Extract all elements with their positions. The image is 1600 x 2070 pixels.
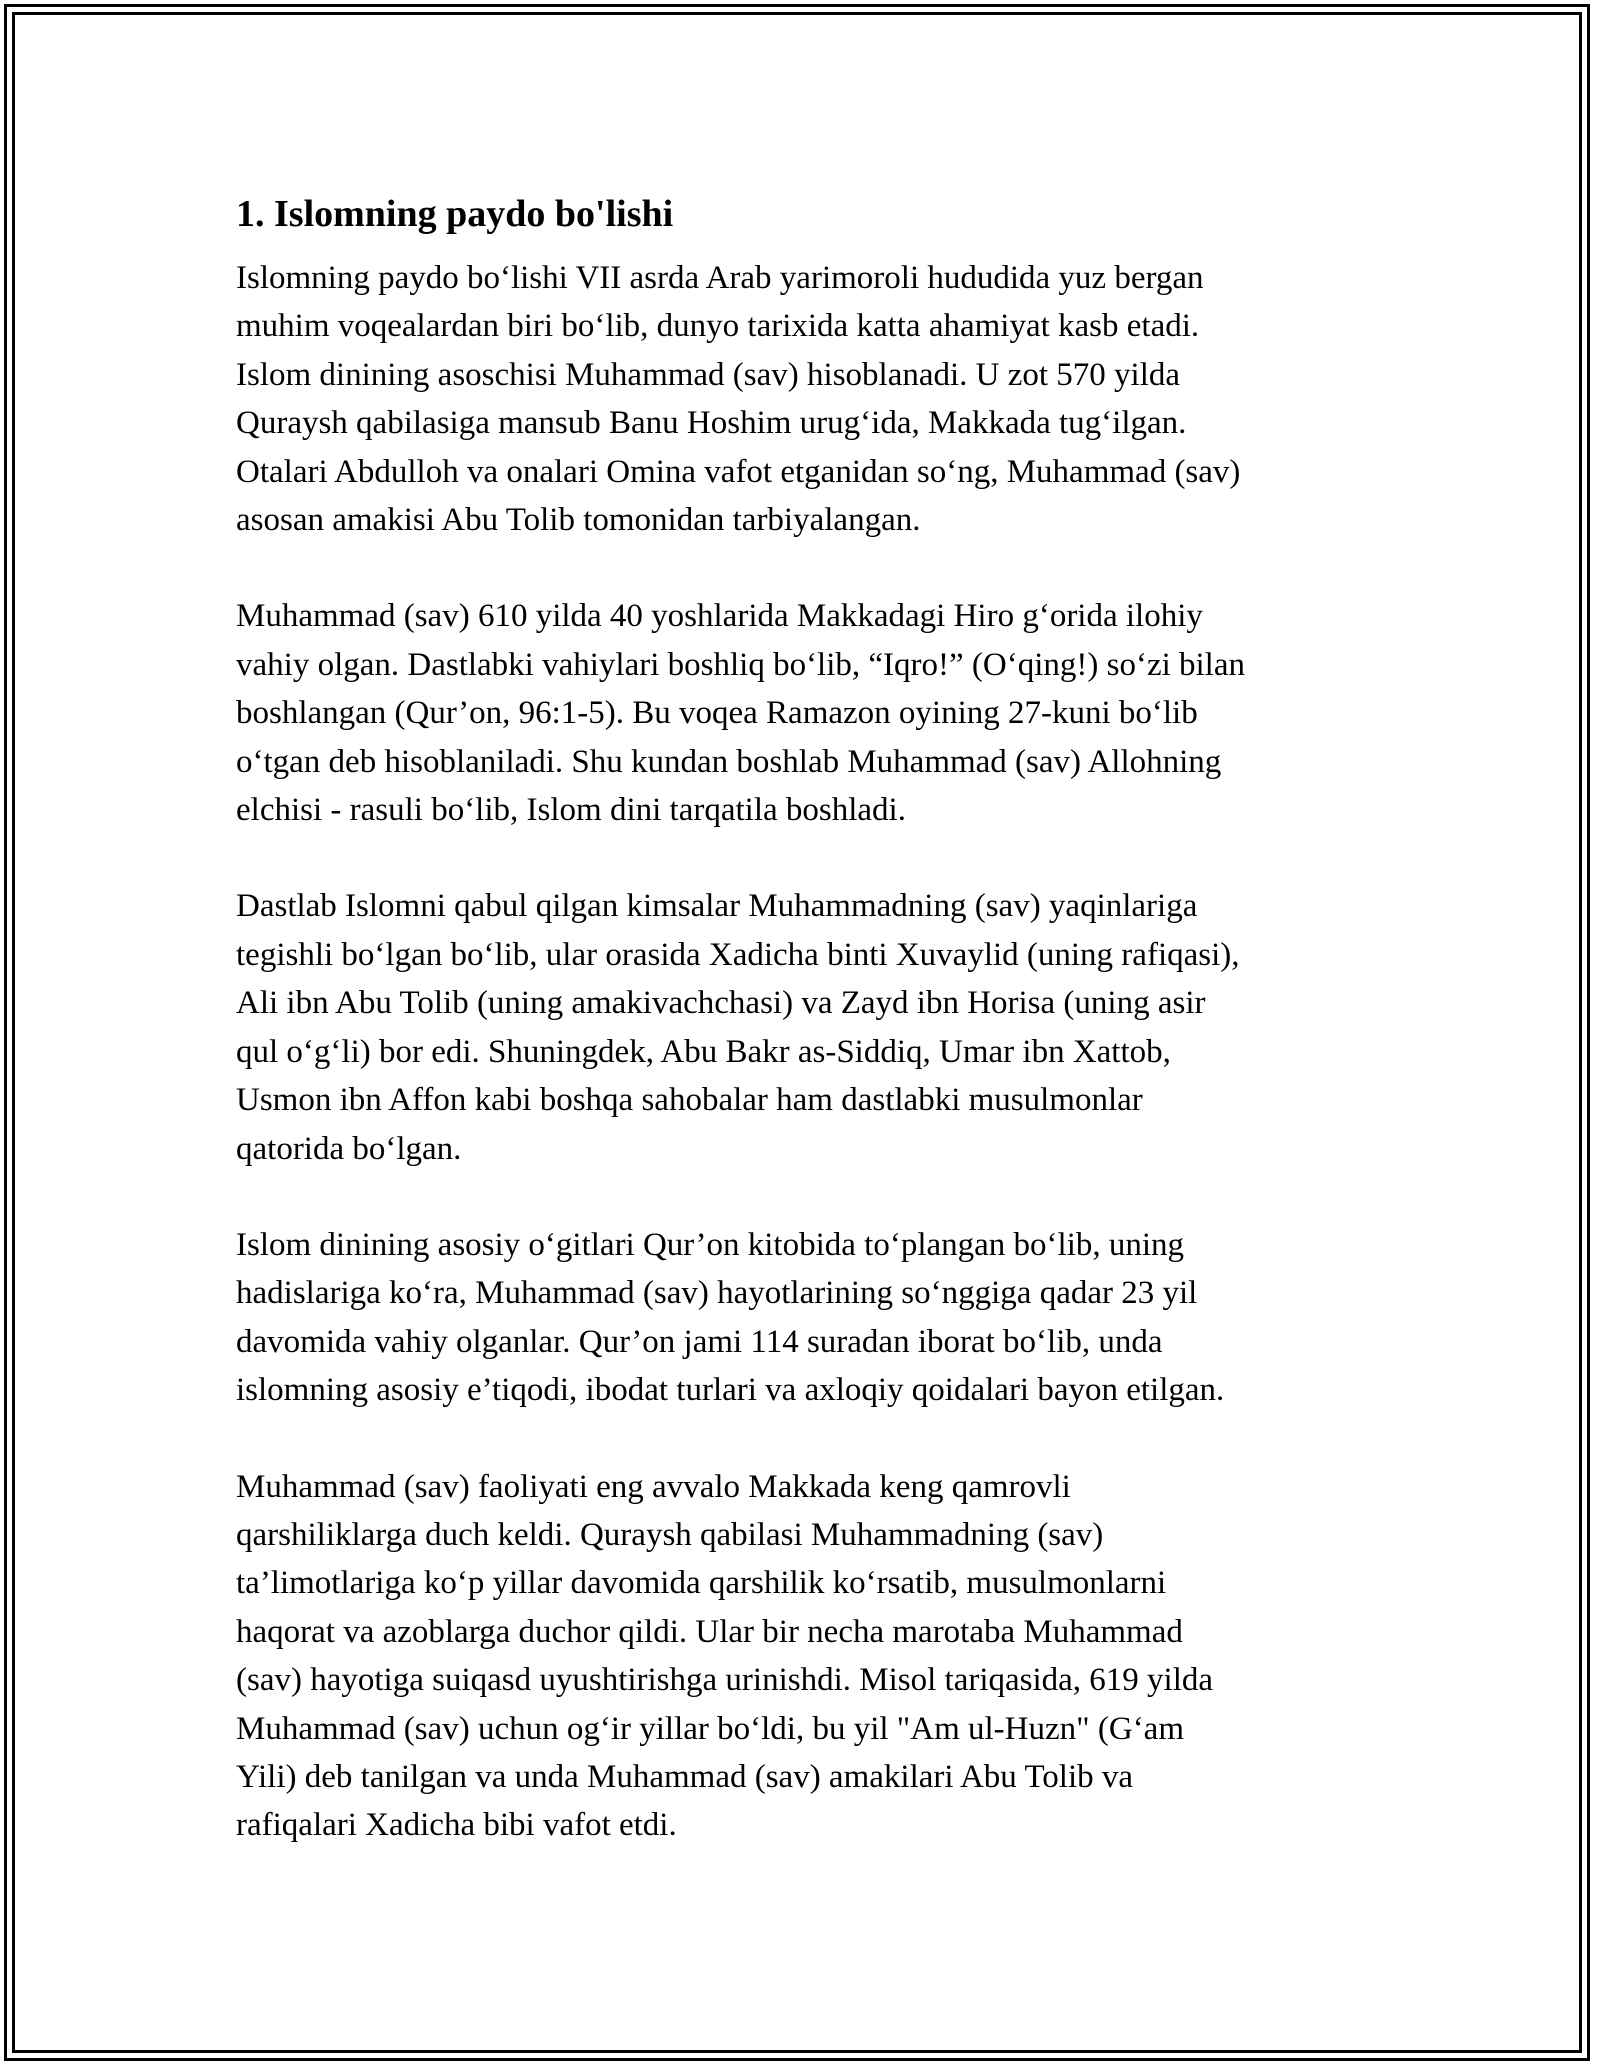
paragraph-quran: Islom dinining asosiy oʻgitlari Qur’on kitobida toʻplangan boʻlib, uning hadislariga koʻra, Muhammad (sav) hayotlarining soʻnggiga qadar 23 yil davomida vahiy olganlar. Qur’on jami 114 suradan iborat boʻlib, unda islomning asosiy e’tiqodi, ibodat turlari va axloqiy qoidalari bayon etilgan. bbox=[236, 1226, 1225, 1409]
paragraph-first-believers: Dastlab Islomni qabul qilgan kimsalar Muhammadning (sav) yaqinlariga tegishli boʻlgan boʻlib, ular orasida Xadicha binti Xuvaylid (uning rafiqasi), Ali ibn Abu Tolib (uning amakivachchasi) va Zayd ibn Horisa (uning asir qul oʻgʻli) bor edi. Shuningdek, Abu Bakr as-Siddiq, Umar ibn Xattob, Usmon ibn Affon kabi boshqa sahobalar ham dastlabki musulmonlar qatorida boʻlgan. bbox=[236, 888, 1240, 1167]
document-body bbox=[236, 186, 1376, 1898]
paragraph-revelation: Muhammad (sav) 610 yilda 40 yoshlarida Makkadagi Hiro gʻorida ilohiy vahiy olgan. Dastlabki vahiylari boshliq boʻlib, “Iqro!” (Oʻqing!) soʻzi bilan boshlangan (Qur’on, 96:1-5). Bu voqea Ramazon oyining 27-kuni boʻlib oʻtgan deb hisoblaniladi. Shu kundan boshlab Muhammad (sav) Allohning elchisi - rasuli boʻlib, Islom dini tarqatila boshladi. bbox=[236, 598, 1245, 829]
paragraph-origin: Islomning paydo boʻlishi VII asrda Arab yarimoroli hududida yuz bergan muhim voqealardan biri boʻlib, dunyo tarixida katta ahamiyat kasb etadi. Islom dinining asoschisi Muhammad (sav) hisoblanadi. U zot 570 yilda Quraysh qabilasiga mansub Banu Hoshim urugʻida, Makkada tugʻilgan. Otalari Abdulloh va onalari Omina vafot etganidan soʻng, Muhammad (sav) asosan amakisi Abu Tolib tomonidan tarbiyalangan. bbox=[236, 260, 1241, 539]
section-heading: 1. Islomning paydo bo'lishi bbox=[236, 193, 674, 235]
paragraph-opposition: Muhammad (sav) faoliyati eng avvalo Makkada keng qamrovli qarshiliklarga duch keldi. Quraysh qabilasi Muhammadning (sav) ta’limotlariga koʻp yillar davomida qarshilik koʻrsatib, musulmonlarni haqorat va azoblarga duchor qildi. Ular bir necha marotaba Muhammad (sav) hayotiga suiqasd uyushtirishga urinishdi. Misol tariqasida, 619 yilda Muhammad (sav) uchun ogʻir yillar boʻldi, bu yil "Am ul-Huzn" (Gʻam Yili) deb tanilgan va unda Muhammad (sav) amakilari Abu Tolib va rafiqalari Xadicha bibi vafot etdi. bbox=[236, 1468, 1214, 1844]
